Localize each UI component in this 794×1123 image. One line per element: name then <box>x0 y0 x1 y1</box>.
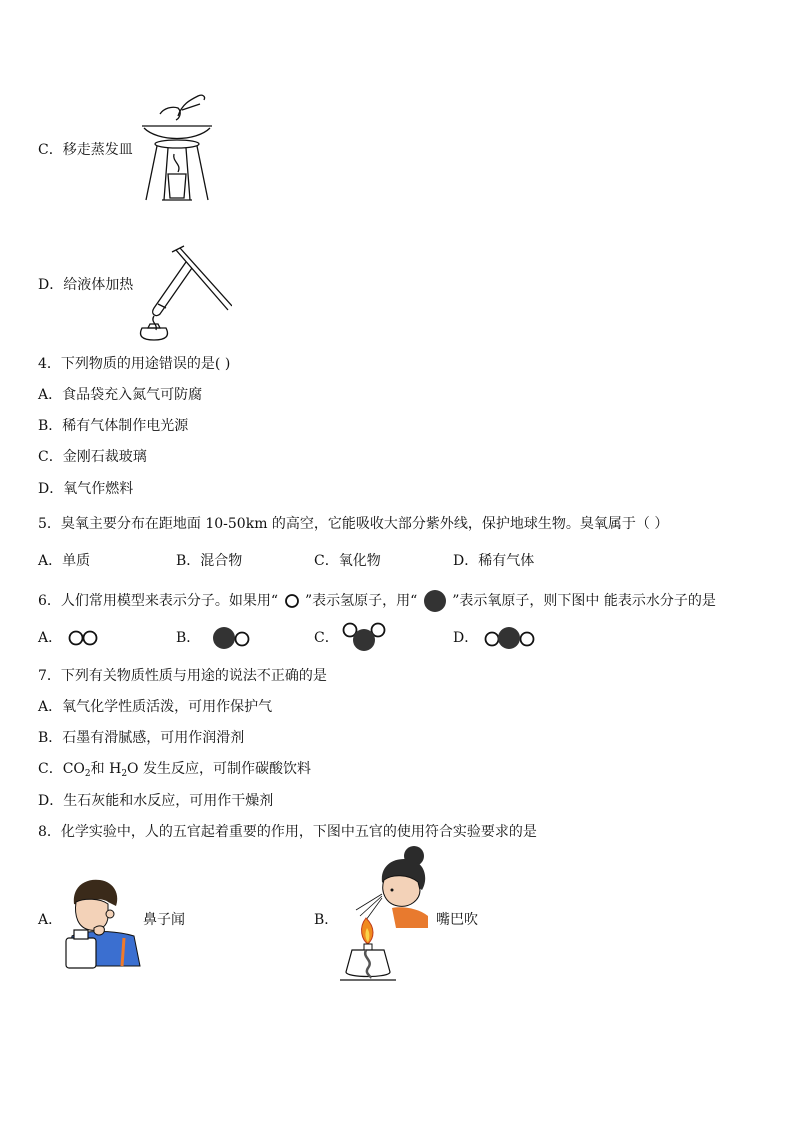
q6-option-d-label: D． <box>453 630 479 646</box>
q5-option-d: D．稀有气体 <box>453 553 535 569</box>
q6-stem <box>38 589 716 613</box>
q5-option-c: C．氧化物 <box>314 553 381 569</box>
q5-stem: 5．臭氧主要分布在距地面 10-50km 的高空，它能吸收大部分紫外线，保护地球生物。臭氧属于（ ） <box>38 516 669 532</box>
q7-option-b: B．石墨有滑腻感，可用作润滑剂 <box>38 730 245 746</box>
evaporating-dish-figure <box>138 92 216 204</box>
q5-option-b: B．混合物 <box>176 553 243 569</box>
q6-stem-part2: ”表示氢原子，用“ <box>304 593 418 609</box>
q3-option-c: C．移走蒸发皿 <box>38 142 133 158</box>
q6-model-a-icon <box>66 628 102 648</box>
q5-option-a: A．单质 <box>38 553 91 569</box>
q8-stem: 8．化学实验中，人的五官起着重要的作用，下图中五官的使用符合实验要求的是 <box>38 824 537 840</box>
q8-option-b-label: B． <box>314 912 339 928</box>
q7-stem: 7．下列有关物质性质与用途的说法不正确的是 <box>38 668 327 684</box>
q6-stem-part3: ”表示氧原子，则下图中 能表示水分子的是 <box>452 593 716 609</box>
q4-stem: 4．下列物质的用途错误的是( ) <box>38 356 231 372</box>
q4-option-b: B．稀有气体制作电光源 <box>38 418 189 434</box>
q8-option-b-text: 嘴巴吹 <box>436 912 478 928</box>
q8-option-a-label: A． <box>38 912 63 928</box>
q6-model-c-icon <box>340 620 390 654</box>
heating-test-tube-figure <box>132 244 232 342</box>
q4-option-d: D．氧气作燃料 <box>38 481 134 497</box>
oxygen-atom-icon <box>422 589 448 613</box>
q6-model-d-icon <box>481 624 539 652</box>
q3-option-d: D．给液体加热 <box>38 277 134 293</box>
q8-option-a-text: 鼻子闻 <box>143 912 185 928</box>
smelling-bottle-figure <box>64 876 144 970</box>
q7-option-a: A．氧气化学性质活泼，可用作保护气 <box>38 699 273 715</box>
q6-option-b-label: B． <box>176 630 201 646</box>
hydrogen-atom-icon <box>283 593 301 609</box>
q6-option-c-label: C． <box>314 630 339 646</box>
q6-stem-part1: 6．人们常用模型来表示分子。如果用“ <box>38 593 279 609</box>
q4-option-c: C．金刚石裁玻璃 <box>38 449 147 465</box>
q7-option-d: D．生石灰能和水反应，可用作干燥剂 <box>38 793 274 809</box>
blowing-lamp-figure <box>336 846 436 984</box>
q7-option-c: C．$CO_2$和 $H_2O$ 发生反应，可制作碳酸饮料 <box>38 761 311 779</box>
q4-option-a: A．食品袋充入氮气可防腐 <box>38 387 203 403</box>
q6-model-b-icon <box>210 624 254 652</box>
q6-option-a-label: A． <box>38 630 63 646</box>
